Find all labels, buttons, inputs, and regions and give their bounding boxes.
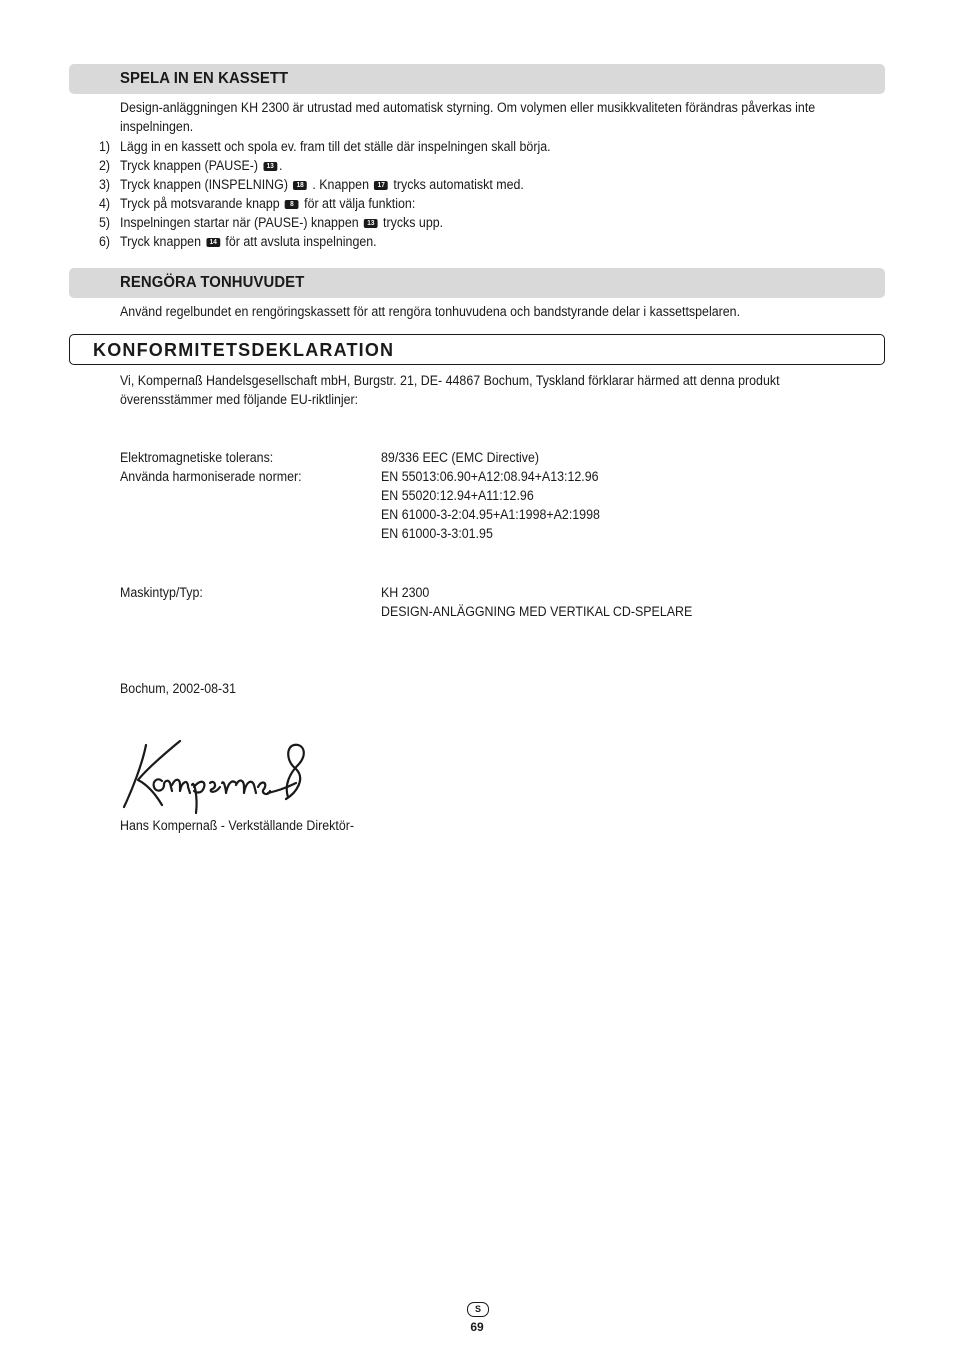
section-title: RENGÖRA TONHUVUDET [120, 274, 305, 291]
type-description: DESIGN-ANLÄGGNING MED VERTIKAL CD-SPELARE [381, 604, 693, 619]
section-title: SPELA IN EN KASSETT [120, 70, 289, 87]
step-text [120, 213, 443, 232]
signature-image [118, 735, 318, 815]
step-text-part: trycks upp. [383, 215, 444, 230]
emc-label: Elektromagnetiske tolerans: [120, 450, 274, 465]
language-badge: S [467, 1302, 489, 1317]
declaration-text: överensstämmer med följande EU-riktlinjer: [120, 392, 359, 407]
step-text-part: Inspelningen startar när (PAUSE-) knappen [120, 215, 359, 230]
button-number-badge: 13 [263, 162, 277, 171]
section-title: KONFORMITETSDEKLARATION [93, 340, 395, 360]
step-text [120, 137, 551, 156]
step-number: 5) [99, 215, 111, 230]
step-number: 6) [99, 234, 111, 249]
step-text-part: . Knappen [312, 177, 370, 192]
button-number-badge: 18 [293, 181, 307, 190]
button-number-badge: 14 [206, 238, 220, 247]
step-text-part: Tryck knappen (INSPELNING) [120, 177, 288, 192]
step-text-part: trycks automatiskt med. [393, 177, 524, 192]
button-number-badge: 13 [364, 219, 378, 228]
page-number: 69 [470, 1320, 484, 1334]
step-text [120, 232, 377, 251]
section-header-cleaning [69, 268, 885, 298]
step-number: 4) [99, 196, 111, 211]
norm-item: EN 55013:06.90+A12:08.94+A13:12.96 [381, 469, 599, 484]
button-number-badge: 17 [374, 181, 388, 190]
norm-item: EN 55020:12.94+A11:12.96 [381, 488, 534, 503]
step-number: 1) [99, 139, 111, 154]
step-text-part: . [278, 158, 283, 173]
intro-text: Design-anläggningen KH 2300 är utrustad med automatisk styrning. Om volymen eller musikkvaliteten förändras påverkas inte [120, 100, 816, 115]
section-header-record [69, 64, 885, 94]
step-number: 3) [99, 177, 111, 192]
step-number: 2) [99, 158, 111, 173]
norms-label: Använda harmoniserade normer: [120, 469, 302, 484]
intro-text: inspelningen. [120, 119, 194, 134]
signatory-name: Hans Kompernaß - Verkställande Direktör- [120, 818, 355, 833]
step-text [120, 156, 282, 175]
step-text-part: för att avsluta inspelningen. [225, 234, 377, 249]
emc-value: 89/336 EEC (EMC Directive) [381, 450, 540, 465]
declaration-text: Vi, Kompernaß Handelsgesellschaft mbH, Burgstr. 21, DE- 44867 Bochum, Tyskland förklarar härmed att denna produkt [120, 373, 780, 388]
step-text-part: Tryck på motsvarande knapp [120, 196, 280, 211]
step-text-part: Tryck knappen (PAUSE-) [120, 158, 259, 173]
step-text-part: för att välja funktion: [304, 196, 416, 211]
section-header-conformity [69, 334, 885, 365]
type-value: KH 2300 [381, 585, 430, 600]
step-text [120, 194, 415, 213]
norm-item: EN 61000-3-3:01.95 [381, 526, 493, 541]
cleaning-text: Använd regelbundet en rengöringskassett för att rengöra tonhuvudena och bandstyrande delar i kassettspelaren. [120, 304, 741, 319]
date-place: Bochum, 2002-08-31 [120, 681, 237, 696]
norm-item: EN 61000-3-2:04.95+A1:1998+A2:1998 [381, 507, 600, 522]
button-number-badge: 8 [285, 200, 299, 209]
step-text [120, 175, 524, 194]
step-text-part: Lägg in en kassett och spola ev. fram till det ställe där inspelningen skall börja. [120, 139, 551, 154]
step-text-part: Tryck knappen [120, 234, 202, 249]
type-label: Maskintyp/Typ: [120, 585, 203, 600]
